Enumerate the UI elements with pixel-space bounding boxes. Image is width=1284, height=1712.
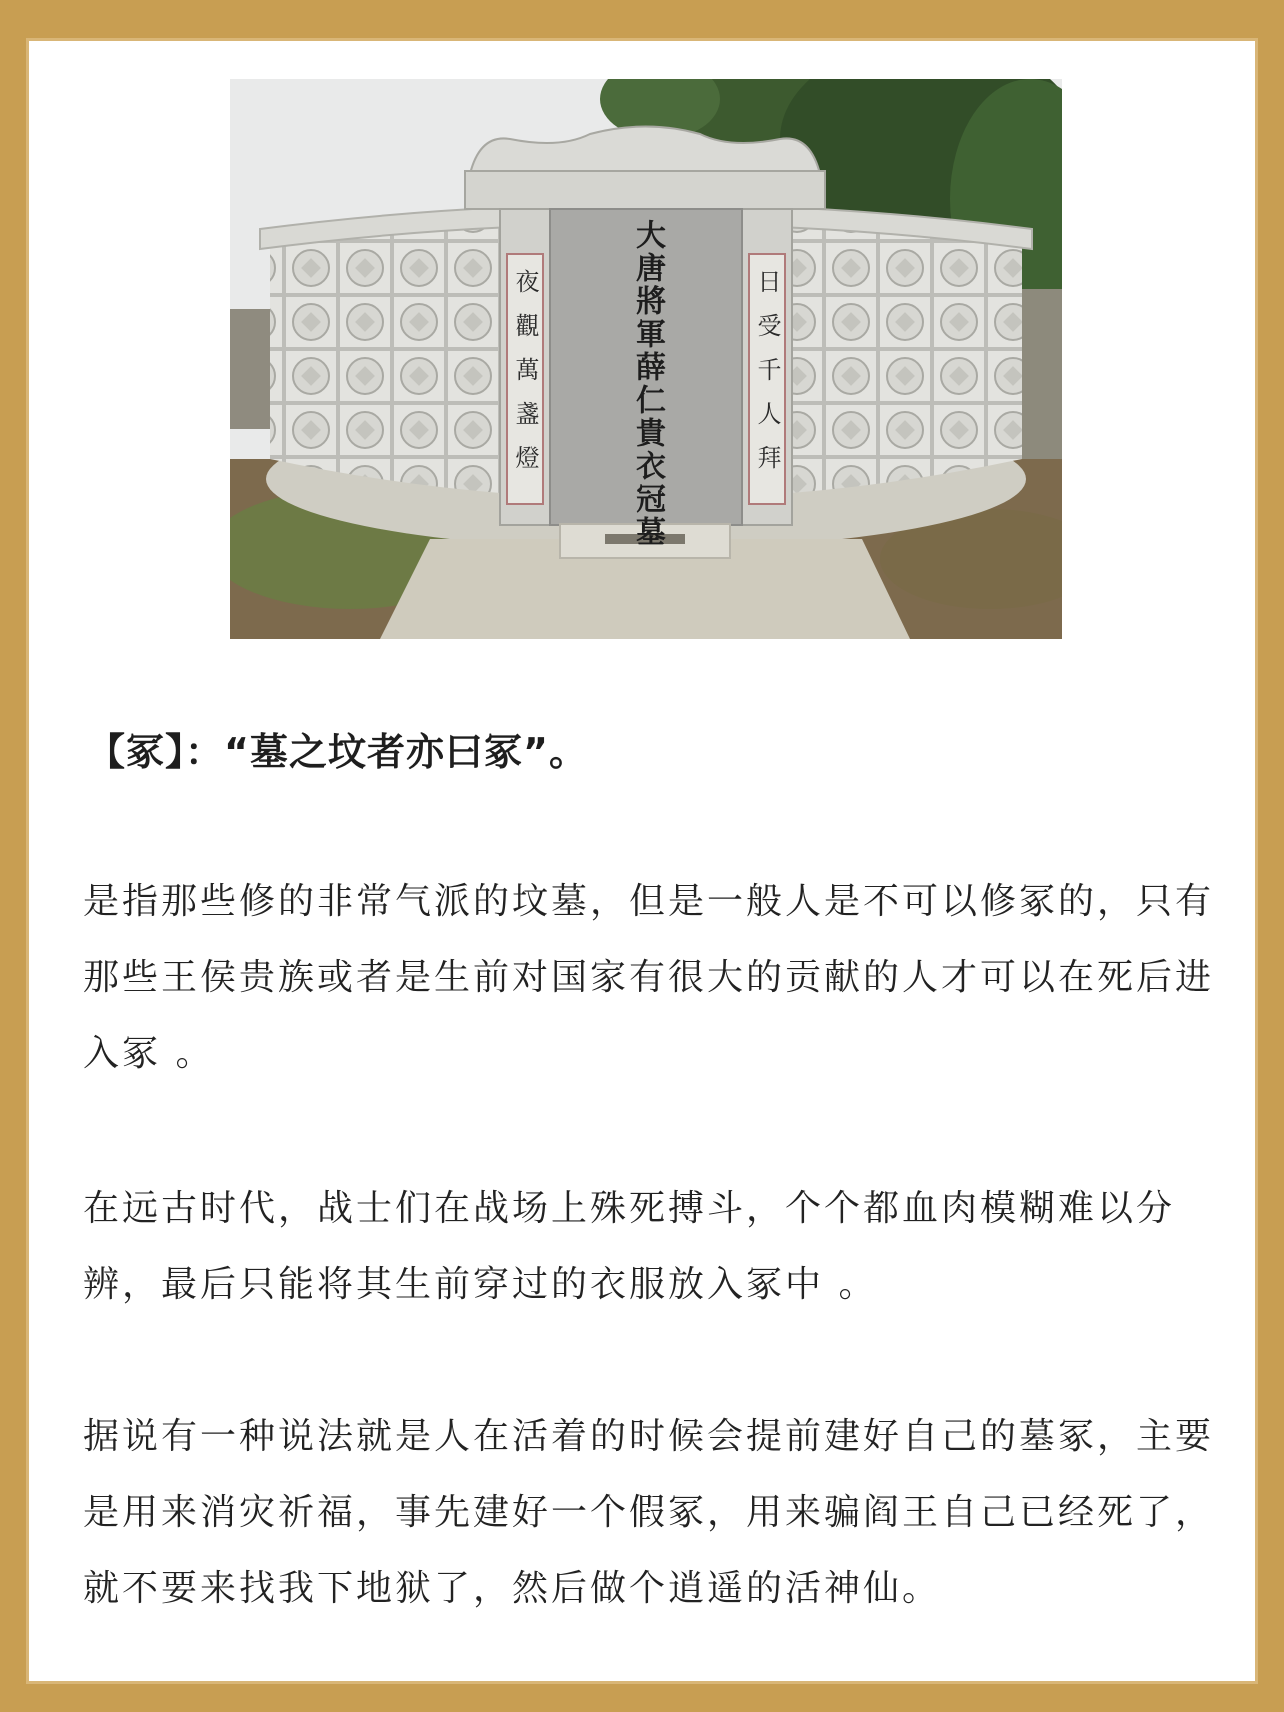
section-heading: 【冢】：“墓之坟者亦曰冢”。 — [87, 730, 588, 774]
tomb-photo — [230, 79, 1062, 639]
couplet-right: 日受千人拜 — [753, 269, 781, 489]
paragraph-1: 是指那些修的非常气派的坟墓，但是一般人是不可以修冢的，只有那些王侯贵族或者是生前对国家有很大的贡献的人才可以在死后进入冢 。 — [83, 881, 1215, 1074]
article-card — [26, 38, 1258, 1684]
paragraph-2: 在远古时代，战士们在战场上殊死搏斗，个个都血肉模糊难以分辨，最后只能将其生前穿过的衣服放入冢中 。 — [83, 1188, 1176, 1305]
tombstone-inscription: 大唐將軍薛仁貴衣冠墓 — [630, 219, 665, 549]
couplet-left: 夜觀萬盞燈 — [511, 269, 539, 489]
paragraph-3: 据说有一种说法就是人在活着的时候会提前建好自己的墓冢，主要是用来消灾祈福，事先建好一个假冢，用来骗阎王自己已经死了，就不要来找我下地狱了，然后做个逍遥的活神仙。 — [83, 1416, 1215, 1609]
